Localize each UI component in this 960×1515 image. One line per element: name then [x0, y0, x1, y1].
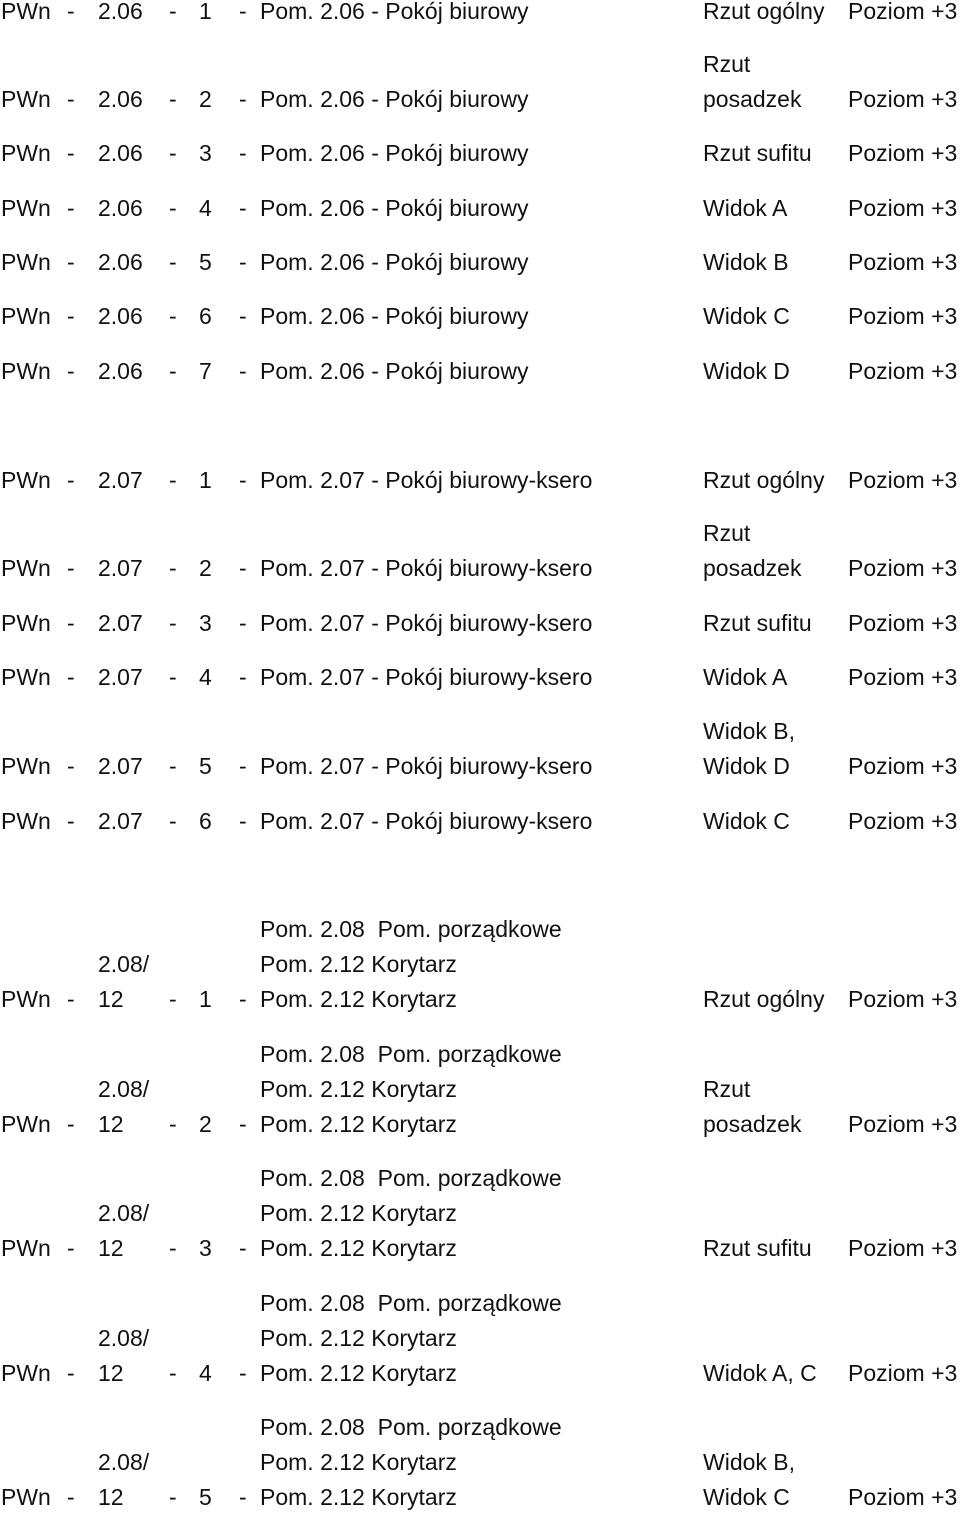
room-number: [98, 947, 149, 1017]
view-type: [703, 0, 824, 29]
view-type-line: posadzek: [703, 554, 802, 581]
view-type-line: Widok B: [703, 248, 789, 275]
separator-dash: -: [239, 139, 247, 166]
level-label: Poziom +3: [848, 609, 958, 636]
separator-dash: -: [67, 1234, 75, 1261]
room-number: [98, 749, 143, 784]
room-description-line: Pom. 2.12 Korytarz: [260, 1234, 457, 1261]
drawing-code: PWn: [1, 466, 51, 493]
room-description-line: Pom. 2.06 - Pokój biurowy: [260, 139, 529, 166]
room-number-line: 12: [98, 1359, 124, 1386]
separator-dash: -: [67, 194, 75, 221]
drawing-code: PWn: [1, 0, 51, 24]
room-number: [98, 463, 143, 498]
view-type: [703, 1445, 795, 1515]
room-description: [260, 191, 528, 226]
room-number-line: 2.06: [98, 139, 143, 166]
separator-dash: -: [169, 302, 177, 329]
separator-dash: -: [239, 1359, 247, 1386]
room-description-line: Pom. 2.06 - Pokój biurowy: [260, 248, 529, 275]
view-type-line: Rzut ogólny: [703, 0, 825, 24]
room-number-line: 2.08/: [98, 1448, 150, 1475]
room-description-line: Pom. 2.12 Korytarz: [260, 1359, 457, 1386]
sheet-number: 1: [199, 985, 212, 1012]
room-description: [260, 660, 592, 695]
view-type-line: Rzut ogólny: [703, 985, 825, 1012]
room-description-line: Pom. 2.07 - Pokój biurowy-ksero: [260, 554, 593, 581]
room-description-line: Pom. 2.08 Pom. porządkowe: [260, 915, 562, 942]
room-number: [98, 0, 143, 29]
view-type-line: Widok A: [703, 663, 788, 690]
sheet-number: 2: [199, 85, 212, 112]
room-description-line: Pom. 2.07 - Pokój biurowy-ksero: [260, 609, 593, 636]
level-label: Poziom +3: [848, 985, 958, 1012]
room-number: [98, 1196, 149, 1266]
sheet-number: 3: [199, 609, 212, 636]
room-description-line: Pom. 2.12 Korytarz: [260, 1483, 457, 1510]
drawing-code: PWn: [1, 752, 51, 779]
separator-dash: -: [169, 466, 177, 493]
sheet-number: 6: [199, 302, 212, 329]
sheet-number: 7: [199, 357, 212, 384]
view-type: [703, 191, 787, 226]
drawing-code: PWn: [1, 554, 51, 581]
view-type: [703, 354, 790, 389]
drawing-code: PWn: [1, 663, 51, 690]
room-description-line: Pom. 2.07 - Pokój biurowy-ksero: [260, 663, 593, 690]
room-number-line: 2.06: [98, 357, 143, 384]
room-number-line: 12: [98, 1234, 124, 1261]
separator-dash: -: [239, 466, 247, 493]
room-description-line: Pom. 2.08 Pom. porządkowe: [260, 1040, 562, 1067]
separator-dash: -: [67, 554, 75, 581]
room-number-line: 2.08/: [98, 1199, 150, 1226]
separator-dash: -: [67, 752, 75, 779]
view-type-line: Widok D: [703, 357, 790, 384]
room-description-line: Pom. 2.06 - Pokój biurowy: [260, 357, 529, 384]
separator-dash: -: [67, 985, 75, 1012]
room-number-line: 12: [98, 985, 124, 1012]
room-number: [98, 606, 143, 641]
view-type-line: Widok A: [703, 194, 788, 221]
room-number: [98, 1321, 149, 1391]
separator-dash: -: [239, 663, 247, 690]
room-description-line: Pom. 2.12 Korytarz: [260, 950, 457, 977]
separator-dash: -: [169, 1110, 177, 1137]
drawing-code: PWn: [1, 85, 51, 112]
separator-dash: -: [239, 248, 247, 275]
room-number-line: 2.08/: [98, 1324, 150, 1351]
sheet-number: 5: [199, 1483, 212, 1510]
view-type: [703, 606, 812, 641]
room-number: [98, 245, 143, 280]
separator-dash: -: [239, 0, 247, 24]
separator-dash: -: [169, 1234, 177, 1261]
room-description: [260, 1410, 562, 1515]
level-label: Poziom +3: [848, 85, 958, 112]
drawing-code: PWn: [1, 194, 51, 221]
view-type-line: Rzut sufitu: [703, 139, 812, 166]
level-label: Poziom +3: [848, 139, 958, 166]
room-description-line: Pom. 2.12 Korytarz: [260, 985, 457, 1012]
drawing-code: PWn: [1, 807, 51, 834]
room-number-line: 2.07: [98, 554, 143, 581]
room-description: [260, 463, 592, 498]
view-type-line: posadzek: [703, 85, 802, 112]
separator-dash: -: [169, 985, 177, 1012]
room-number-line: 2.06: [98, 85, 143, 112]
room-description-line: Pom. 2.06 - Pokój biurowy: [260, 85, 529, 112]
drawing-code: PWn: [1, 302, 51, 329]
separator-dash: -: [67, 466, 75, 493]
view-type: [703, 714, 795, 784]
separator-dash: -: [169, 752, 177, 779]
separator-dash: -: [169, 248, 177, 275]
separator-dash: -: [67, 85, 75, 112]
separator-dash: -: [239, 302, 247, 329]
separator-dash: -: [67, 663, 75, 690]
view-type: [703, 136, 812, 171]
drawing-code: PWn: [1, 357, 51, 384]
separator-dash: -: [169, 807, 177, 834]
level-label: Poziom +3: [848, 554, 958, 581]
room-description: [260, 749, 592, 784]
level-label: Poziom +3: [848, 1110, 958, 1137]
level-label: Poziom +3: [848, 248, 958, 275]
separator-dash: -: [239, 357, 247, 384]
room-number-line: 2.07: [98, 663, 143, 690]
room-number: [98, 660, 143, 695]
view-type-line: Rzut: [703, 519, 751, 546]
separator-dash: -: [169, 139, 177, 166]
separator-dash: -: [67, 302, 75, 329]
view-type-line: Widok C: [703, 302, 790, 329]
room-number-line: 2.06: [98, 194, 143, 221]
room-number-line: 2.07: [98, 466, 143, 493]
drawing-code: PWn: [1, 1483, 51, 1510]
separator-dash: -: [67, 609, 75, 636]
sheet-number: 1: [199, 0, 212, 24]
view-type-line: Rzut sufitu: [703, 609, 812, 636]
room-number: [98, 1445, 149, 1515]
sheet-number: 2: [199, 1110, 212, 1137]
room-description-line: Pom. 2.12 Korytarz: [260, 1075, 457, 1102]
separator-dash: -: [169, 85, 177, 112]
view-type: [703, 245, 789, 280]
separator-dash: -: [67, 1359, 75, 1386]
level-label: Poziom +3: [848, 752, 958, 779]
sheet-number: 5: [199, 248, 212, 275]
separator-dash: -: [169, 663, 177, 690]
separator-dash: -: [67, 357, 75, 384]
separator-dash: -: [67, 807, 75, 834]
room-description: [260, 1286, 562, 1391]
drawing-code: PWn: [1, 1234, 51, 1261]
separator-dash: -: [239, 1110, 247, 1137]
room-description: [260, 1037, 562, 1142]
room-description: [260, 136, 528, 171]
sheet-number: 4: [199, 663, 212, 690]
room-number-line: 2.06: [98, 302, 143, 329]
separator-dash: -: [67, 1110, 75, 1137]
room-number-line: 12: [98, 1483, 124, 1510]
separator-dash: -: [67, 0, 75, 24]
level-label: Poziom +3: [848, 807, 958, 834]
drawing-code: PWn: [1, 609, 51, 636]
sheet-number: 2: [199, 554, 212, 581]
room-description-line: Pom. 2.06 - Pokój biurowy: [260, 0, 529, 24]
view-type: [703, 1231, 812, 1266]
view-type: [703, 299, 790, 334]
room-description: [260, 299, 528, 334]
level-label: Poziom +3: [848, 466, 958, 493]
view-type: [703, 1356, 817, 1391]
separator-dash: -: [169, 609, 177, 636]
sheet-number: 3: [199, 1234, 212, 1261]
view-type-line: Rzut ogólny: [703, 466, 825, 493]
level-label: Poziom +3: [848, 663, 958, 690]
sheet-number: 4: [199, 194, 212, 221]
room-description: [260, 1161, 562, 1266]
drawing-code: PWn: [1, 248, 51, 275]
separator-dash: -: [169, 194, 177, 221]
room-description-line: Pom. 2.07 - Pokój biurowy-ksero: [260, 752, 593, 779]
room-description-line: Pom. 2.06 - Pokój biurowy: [260, 302, 529, 329]
sheet-number: 3: [199, 139, 212, 166]
view-type-line: Widok D: [703, 752, 790, 779]
separator-dash: -: [67, 1483, 75, 1510]
drawing-code: PWn: [1, 1110, 51, 1137]
drawing-code: PWn: [1, 139, 51, 166]
view-type: [703, 516, 801, 586]
view-type-line: posadzek: [703, 1110, 802, 1137]
sheet-number: 6: [199, 807, 212, 834]
separator-dash: -: [239, 194, 247, 221]
room-number-line: 12: [98, 1110, 124, 1137]
room-number: [98, 136, 143, 171]
room-number: [98, 551, 143, 586]
room-description-line: Pom. 2.12 Korytarz: [260, 1324, 457, 1351]
separator-dash: -: [67, 248, 75, 275]
room-description: [260, 0, 528, 29]
room-number-line: 2.06: [98, 0, 143, 24]
separator-dash: -: [239, 985, 247, 1012]
room-description-line: Pom. 2.08 Pom. porządkowe: [260, 1289, 562, 1316]
room-number-line: 2.06: [98, 248, 143, 275]
level-label: Poziom +3: [848, 1234, 958, 1261]
view-type-line: Widok C: [703, 807, 790, 834]
level-label: Poziom +3: [848, 0, 958, 24]
room-description: [260, 551, 592, 586]
view-type: [703, 47, 801, 117]
view-type-line: Rzut sufitu: [703, 1234, 812, 1261]
room-number-line: 2.07: [98, 609, 143, 636]
view-type: [703, 804, 790, 839]
room-number-line: 2.08/: [98, 950, 150, 977]
view-type-line: Widok A, C: [703, 1359, 817, 1386]
level-label: Poziom +3: [848, 1483, 958, 1510]
room-number: [98, 82, 143, 117]
sheet-number: 1: [199, 466, 212, 493]
separator-dash: -: [169, 0, 177, 24]
separator-dash: -: [239, 85, 247, 112]
drawing-code: PWn: [1, 1359, 51, 1386]
level-label: Poziom +3: [848, 1359, 958, 1386]
separator-dash: -: [239, 752, 247, 779]
level-label: Poziom +3: [848, 302, 958, 329]
room-description-line: Pom. 2.07 - Pokój biurowy-ksero: [260, 466, 593, 493]
view-type: [703, 982, 824, 1017]
room-description-line: Pom. 2.12 Korytarz: [260, 1110, 457, 1137]
view-type-line: Widok C: [703, 1483, 790, 1510]
room-description-line: Pom. 2.08 Pom. porządkowe: [260, 1413, 562, 1440]
view-type: [703, 660, 787, 695]
separator-dash: -: [239, 1483, 247, 1510]
separator-dash: -: [239, 609, 247, 636]
sheet-number: 4: [199, 1359, 212, 1386]
room-number-line: 2.07: [98, 752, 143, 779]
room-description-line: Pom. 2.12 Korytarz: [260, 1448, 457, 1475]
separator-dash: -: [169, 357, 177, 384]
separator-dash: -: [239, 554, 247, 581]
room-number: [98, 804, 143, 839]
room-number: [98, 1072, 149, 1142]
room-description: [260, 354, 528, 389]
view-type: [703, 463, 824, 498]
view-type-line: Widok B,: [703, 1448, 796, 1475]
view-type: [703, 1072, 801, 1142]
sheet-number: 5: [199, 752, 212, 779]
drawing-code: PWn: [1, 985, 51, 1012]
room-number-line: 2.07: [98, 807, 143, 834]
room-number: [98, 299, 143, 334]
room-number: [98, 191, 143, 226]
room-description: [260, 912, 562, 1017]
view-type-line: Widok B,: [703, 717, 796, 744]
room-description-line: Pom. 2.06 - Pokój biurowy: [260, 194, 529, 221]
separator-dash: -: [239, 807, 247, 834]
room-description: [260, 245, 528, 280]
room-description: [260, 606, 592, 641]
room-description: [260, 804, 592, 839]
room-description-line: Pom. 2.12 Korytarz: [260, 1199, 457, 1226]
room-number: [98, 354, 143, 389]
separator-dash: -: [67, 139, 75, 166]
room-description: [260, 82, 528, 117]
view-type-line: Rzut: [703, 50, 751, 77]
separator-dash: -: [169, 554, 177, 581]
room-description-line: Pom. 2.07 - Pokój biurowy-ksero: [260, 807, 593, 834]
separator-dash: -: [169, 1483, 177, 1510]
separator-dash: -: [239, 1234, 247, 1261]
room-number-line: 2.08/: [98, 1075, 150, 1102]
room-description-line: Pom. 2.08 Pom. porządkowe: [260, 1164, 562, 1191]
level-label: Poziom +3: [848, 194, 958, 221]
view-type-line: Rzut: [703, 1075, 751, 1102]
level-label: Poziom +3: [848, 357, 958, 384]
separator-dash: -: [169, 1359, 177, 1386]
